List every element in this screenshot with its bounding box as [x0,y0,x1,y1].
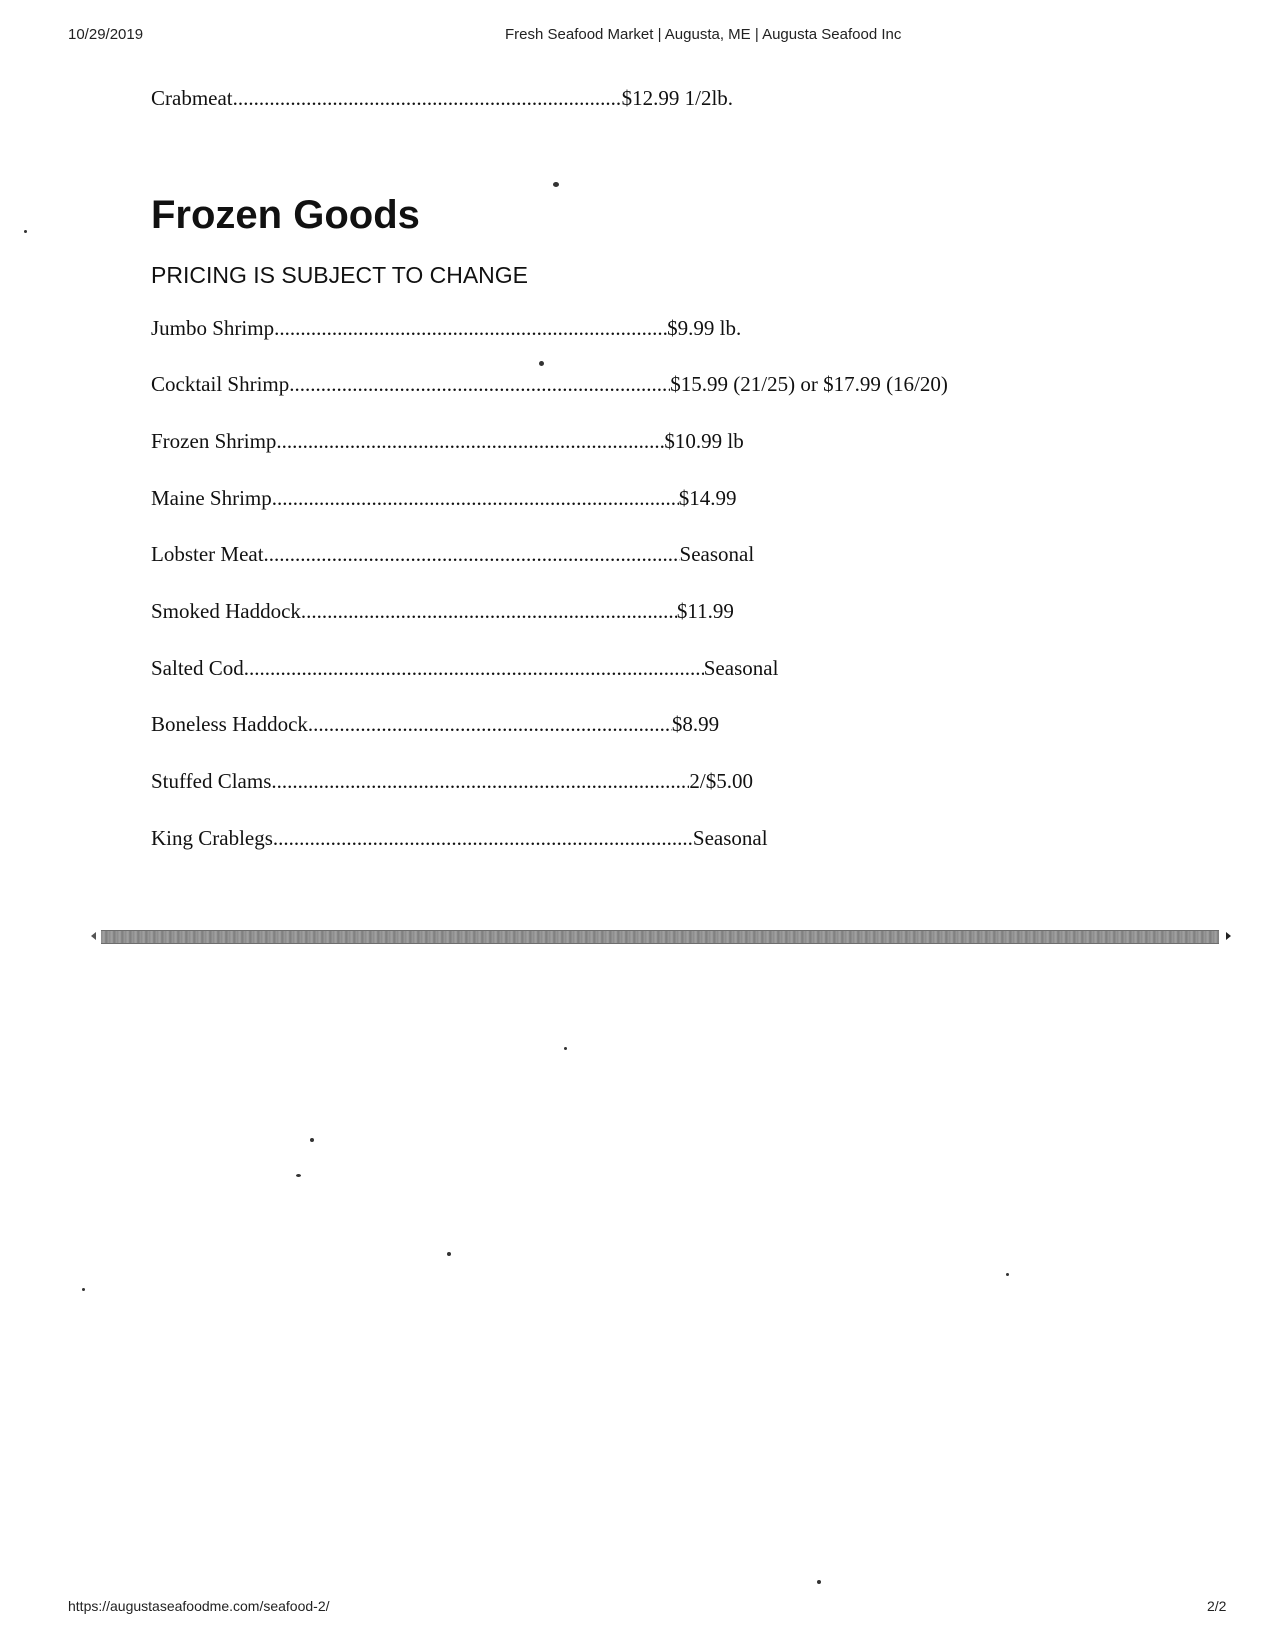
scan-speck [447,1252,451,1256]
menu-item-price: Seasonal [679,542,755,566]
dot-leader [274,316,667,341]
menu-item-name: Salted Cod [151,656,244,680]
dot-leader [264,542,680,567]
scrollbar-thumb[interactable] [101,930,1219,944]
dot-leader [244,656,704,681]
print-page-number: 2/2 [1207,1598,1227,1614]
menu-item-price: $9.99 lb. [667,316,742,340]
menu-item-king-crablegs [151,826,768,851]
menu-item-cocktail-shrimp [151,372,948,397]
menu-item-name: Smoked Haddock [151,599,301,623]
menu-item-price: $14.99 [678,486,737,510]
scan-speck [1006,1273,1009,1276]
menu-item-name: Cocktail Shrimp [151,372,290,396]
menu-item-name: Stuffed Clams [151,769,272,793]
scan-speck [310,1138,314,1142]
scroll-right-arrow-icon[interactable] [1226,932,1231,940]
menu-item-name: Frozen Shrimp [151,429,277,453]
menu-item-price: $15.99 (21/25) or $17.99 (16/20) [670,372,948,396]
print-date: 10/29/2019 [68,26,144,43]
menu-item-name: Lobster Meat [151,542,264,566]
menu-item-maine-shrimp [151,486,737,511]
menu-item-smoked-haddock [151,599,734,624]
menu-item-name: Maine Shrimp [151,486,272,510]
dot-leader [272,486,679,511]
scroll-left-arrow-icon[interactable] [91,932,96,940]
menu-item-name: Crabmeat [151,86,233,110]
dot-leader [289,372,670,397]
scan-speck [553,182,559,187]
menu-item-name: King Crablegs [151,826,273,850]
menu-item-price: Seasonal [703,656,779,680]
menu-item-price: 2/$5.00 [689,769,753,793]
menu-item-price: $8.99 [671,712,720,736]
scan-speck [817,1580,821,1584]
menu-item-name: Jumbo Shrimp [151,316,275,340]
menu-item-jumbo-shrimp [151,316,741,341]
menu-item-price: Seasonal [692,826,768,850]
menu-item-salted-cod [151,656,778,681]
dot-leader [233,86,622,111]
menu-item-stuffed-clams [151,769,753,794]
scan-speck [539,361,544,366]
print-header [0,24,1275,46]
pricing-note: PRICING IS SUBJECT TO CHANGE [151,262,529,288]
print-page-title: Fresh Seafood Market | Augusta, ME | Augusta Seafood Inc [505,26,902,43]
horizontal-scrollbar[interactable] [91,928,1231,944]
scan-speck [564,1047,567,1050]
print-footer-url: https://augustaseafoodme.com/seafood-2/ [68,1598,330,1614]
menu-item-crabmeat [151,86,733,111]
dot-leader [301,599,677,624]
dot-leader [308,712,672,737]
menu-item-lobster-meat [151,542,754,567]
menu-item-boneless-haddock [151,712,719,737]
scan-speck [82,1288,85,1291]
menu-item-name: Boneless Haddock [151,712,308,736]
section-title-frozen-goods: Frozen Goods [151,193,420,237]
dot-leader [271,769,689,794]
menu-item-price: $11.99 [676,599,734,623]
scan-speck [296,1174,301,1177]
menu-item-price: $10.99 lb [664,429,744,453]
scan-speck [24,230,27,233]
menu-item-price: $12.99 1/2lb. [621,86,734,110]
menu-item-frozen-shrimp [151,429,744,454]
dot-leader [276,429,664,454]
dot-leader [273,826,693,851]
